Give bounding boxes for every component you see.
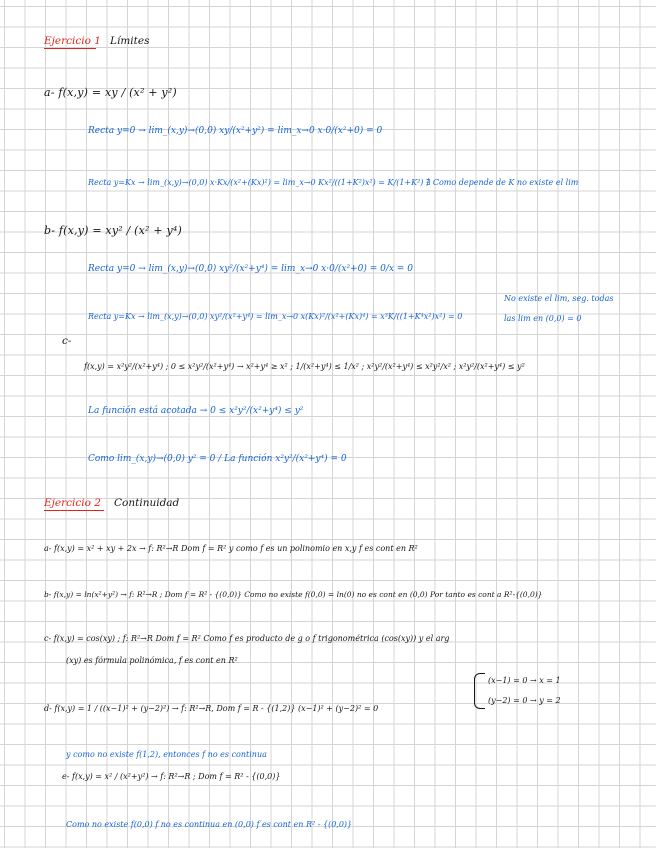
ej1-c-line2: Como lim_(x,y)→(0,0) y² = 0 / La función x²y²/(x²+y⁴) = 0 xyxy=(88,454,347,464)
ej1-b-note1: No existe el lim, seg. todas xyxy=(504,294,614,303)
ejercicio1-title: Ejercicio 1 xyxy=(44,35,101,47)
ej1-a-line2: Recta y=Kx → lim_(x,y)→(0,0) x·Kx/(x²+(Kx)²) = lim_x→0 Kx²/((1+K²)x²) = K/(1+K²) ∄ Como depende de K no existe el lim xyxy=(88,178,579,187)
ej2-e-definition: e- f(x,y) = x² / (x²+y²) → f: R²→R ; Dom f = R² - {(0,0)} xyxy=(62,772,281,781)
system-brace xyxy=(474,673,485,709)
ej1-b-line1: Recta y=0 → lim_(x,y)→(0,0) xy²/(x²+y⁴) = lim_x→0 x·0/(x²+0) = 0/x = 0 xyxy=(88,264,413,274)
ej2-d-line1: y como no existe f(1,2), entonces f no es continua xyxy=(66,750,267,759)
ej2-c-line1: c- f(x,y) = cos(xy) ; f: R²→R Dom f = R² Como f es producto de g o f trigonométrica (cos(xy)) y el arg xyxy=(44,634,450,643)
ej1-a-line1: Recta y=0 → lim_(x,y)→(0,0) xy/(x²+y²) = lim_x→0 x·0/(x²+0) = 0 xyxy=(88,126,383,136)
ej1-b-note2: las lim en (0,0) = 0 xyxy=(504,314,582,323)
ej2-c-line2: (xy) es fórmula polinómica, f es cont en R² xyxy=(66,656,238,665)
ej2-e-line1: Como no existe f(0,0) f no es continua en (0,0) f es cont en R² - {(0,0)} xyxy=(66,820,353,829)
ej1-c-line1: La función está acotada → 0 ≤ x²y²/(x²+y⁴) ≤ y² xyxy=(88,406,304,416)
ej1-b-line2: Recta y=Kx → lim_(x,y)→(0,0) xy²/(x²+y⁴) = lim_x→0 x(Kx)²/(x²+(Kx)⁴) = x³K/((1+K⁴x²)x²) = 0 xyxy=(88,312,463,321)
ejercicio2-subtitle: Continuidad xyxy=(114,497,180,509)
ej2-d-system-eq2: (y−2) = 0 → y = 2 xyxy=(488,696,561,705)
ej1-b-definition: b- f(x,y) = xy² / (x² + y⁴) xyxy=(44,224,182,237)
ejercicio2-title: Ejercicio 2 xyxy=(44,497,101,509)
ejercicio1-underline xyxy=(44,48,96,49)
ejercicio1-subtitle: Límites xyxy=(110,35,150,47)
ej1-c-label: c- xyxy=(62,335,72,347)
ejercicio2-underline xyxy=(44,510,104,511)
ej2-b: b- f(x,y) = ln(x²+y²) → f: R²→R ; Dom f = R² - {(0,0)} Como no existe f(0,0) = ln(0) no es cont en (0,0) Por tanto es cont a R²-{(0,0)} xyxy=(44,590,543,599)
ej2-a: a- f(x,y) = x² + xy + 2x → f: R²→R Dom f = R² y como f es un polinomio en x,y f es cont en R² xyxy=(44,544,418,553)
ej2-d-system-eq1: (x−1) = 0 → x = 1 xyxy=(488,676,561,685)
ej1-a-definition: a- f(x,y) = xy / (x² + y²) xyxy=(44,86,177,99)
ej1-c-definition: f(x,y) = x²y²/(x²+y⁴) ; 0 ≤ x²y²/(x²+y⁴) → x²+y⁴ ≥ x² ; 1/(x²+y⁴) ≤ 1/x² ; x²y²/(x²+y⁴) ≤ x²y²/x² ; x²y²/(x²+y⁴) ≤ y² xyxy=(84,362,525,371)
ej2-d-definition: d- f(x,y) = 1 / ((x−1)² + (y−2)²) → f: R²→R, Dom f = R - {(1,2)} (x−1)² + (y−2)² = 0 xyxy=(44,704,379,713)
